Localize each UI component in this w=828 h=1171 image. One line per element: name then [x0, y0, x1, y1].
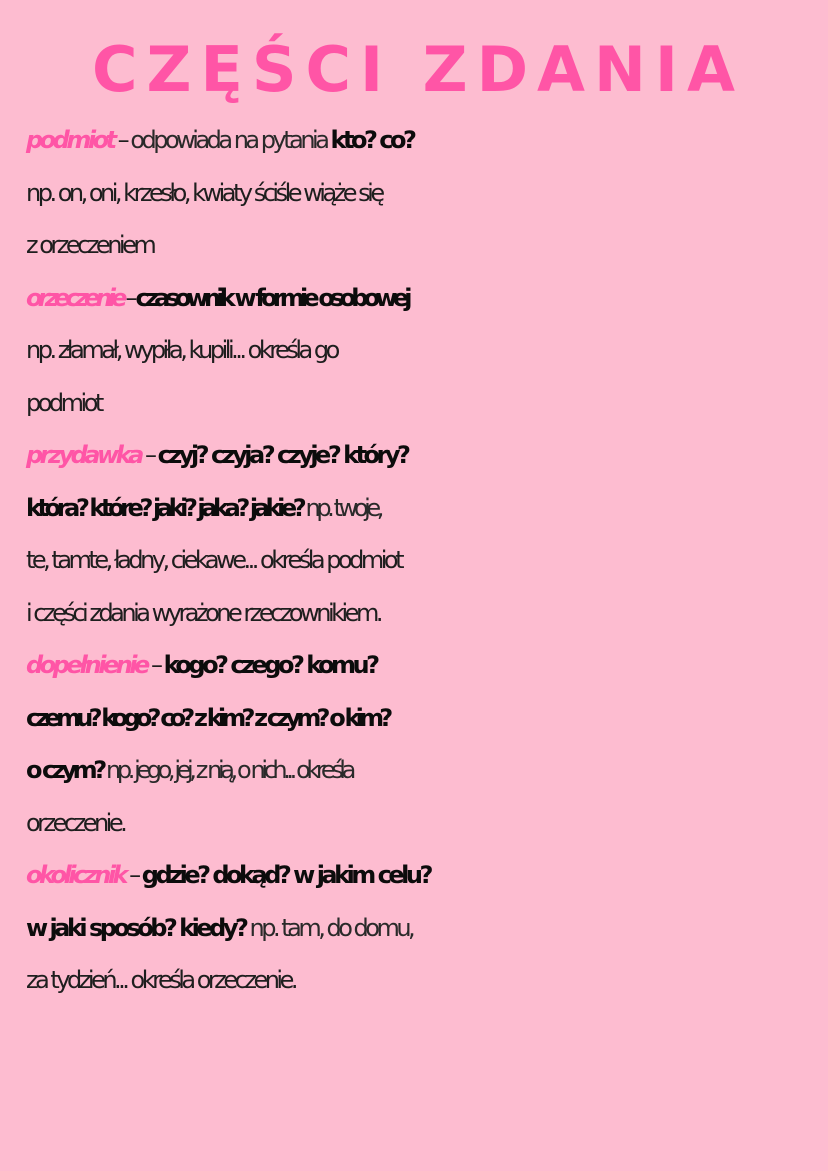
- dopelnienie-line-2: [26, 692, 826, 745]
- question-words: w jaki sposób? kiedy?: [26, 913, 246, 942]
- question-words: gdzie? dokąd? w jakim celu?: [141, 861, 430, 889]
- term-podmiot: podmiot: [26, 126, 114, 154]
- definition-text: odpowiada na pytania: [130, 126, 331, 154]
- orzeczenie-line-3: podmiot: [26, 388, 101, 417]
- question-words: czasownik w formie osobowej: [135, 283, 408, 312]
- dopelnienie-line-1: [26, 639, 826, 692]
- orzeczenie-line-2: np. złamał, wypiła, kupili... określa go: [26, 336, 337, 364]
- okolicznik-line-1: [26, 849, 826, 902]
- term-dopelnienie: dopełnienie: [26, 651, 147, 679]
- question-words: czemu? kogo? co? z kim? z czym? o kim?: [26, 703, 389, 732]
- przydawka-line-2: [26, 482, 826, 535]
- term-przydawka: przydawka: [26, 441, 141, 469]
- orzeczenie-line-1: [26, 272, 826, 325]
- dash: –: [113, 126, 131, 154]
- content-body: [26, 114, 826, 1007]
- example-text: np. twoje,: [302, 493, 381, 522]
- podmiot-line-2: np. on, oni, krzesło, kwiaty ściśle wiąże się: [26, 178, 382, 207]
- dash: –: [125, 861, 142, 889]
- dopelnienie-line-4: orzeczenie.: [26, 808, 125, 837]
- dopelnienie-line-3: [26, 744, 826, 797]
- przydawka-line-1: [26, 429, 826, 482]
- example-text: np. tam, do domu,: [245, 913, 413, 942]
- dash: –: [140, 441, 158, 469]
- podmiot-line-1: [26, 114, 826, 167]
- question-words: kogo? czego? komu?: [163, 651, 377, 679]
- question-words: kto? co?: [330, 126, 414, 154]
- przydawka-line-3: te, tamte, ładny, ciekawe... określa podmiot: [26, 546, 402, 574]
- podmiot-line-3: z orzeczeniem: [26, 231, 154, 259]
- example-text: np. jego, jej, z nią, o nich... określa: [102, 756, 352, 784]
- okolicznik-line-2: [26, 902, 826, 955]
- term-okolicznik: okolicznik: [26, 861, 126, 889]
- dash: –: [146, 651, 164, 679]
- question-words: o czym?: [26, 756, 103, 784]
- okolicznik-line-3: za tydzień... określa orzeczenie.: [26, 966, 295, 994]
- question-words: czyj? czyja? czyje? który?: [157, 441, 408, 469]
- przydawka-line-4: i części zdania wyrażone rzeczownikiem.: [26, 598, 380, 627]
- term-orzeczenie: orzeczenie: [26, 283, 123, 312]
- question-words: która? które? jaki? jaka? jakie?: [26, 493, 303, 522]
- page-title: CZĘŚCI ZDANIA: [92, 33, 744, 106]
- dash: –: [122, 283, 136, 312]
